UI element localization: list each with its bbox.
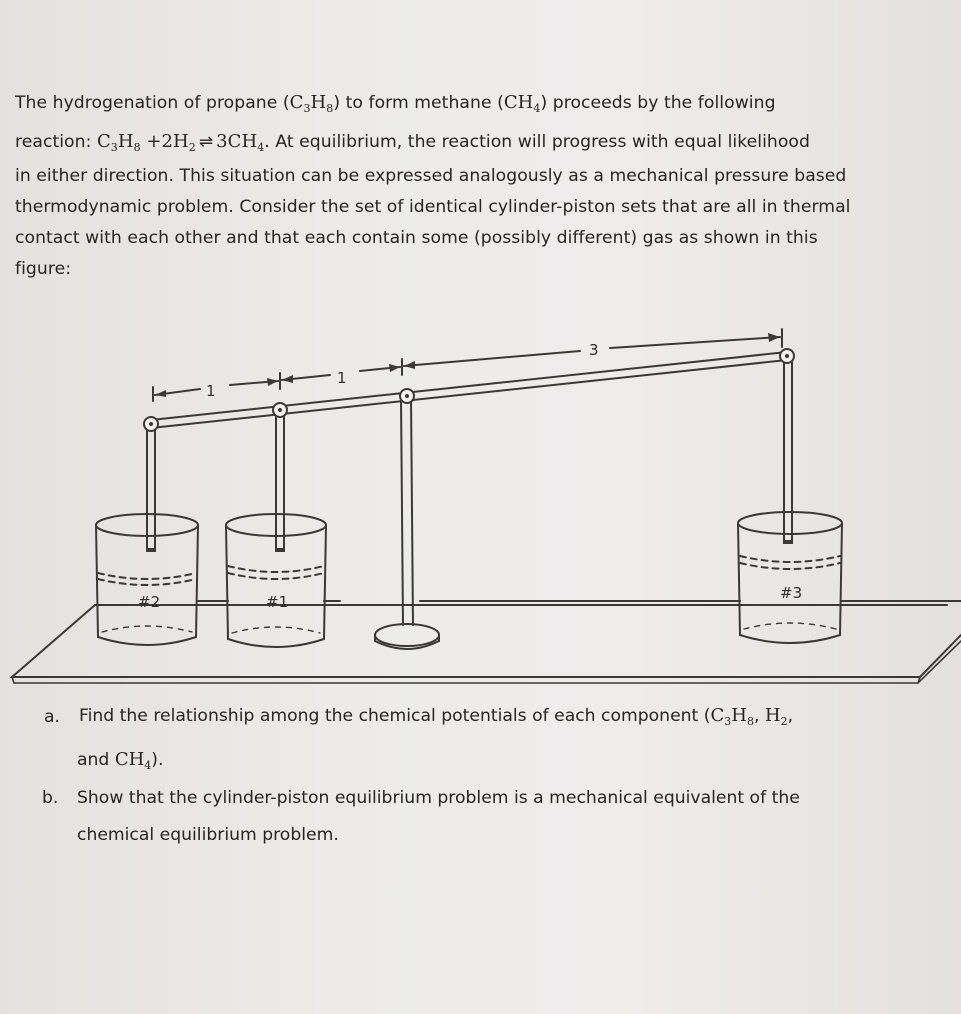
formula-methane: $CH_4$: [114, 749, 152, 772]
text-segment: ,: [753, 706, 765, 726]
text-segment: The hydrogenation of propane (: [15, 93, 290, 113]
cylinder-piston-figure: [0, 305, 961, 690]
formula-propane: $C_3H_8$: [289, 92, 334, 115]
text-segment: ) to form methane (: [333, 93, 504, 113]
dimension-label-3: 3: [589, 341, 599, 359]
statement-line-4: thermodynamic problem. Consider the set of identical cylinder-piston sets that are all in thermal: [15, 197, 851, 217]
cylinder-3-label: #3: [780, 584, 803, 602]
formula-methane: $CH_4$: [503, 92, 541, 115]
question-a-line-2: [77, 749, 163, 770]
cylinder-1-label: #1: [266, 593, 289, 611]
text-segment: Find the relationship among the chemical potentials of each component (: [79, 706, 711, 726]
formula-propane: $C_3H_8$: [710, 705, 754, 728]
dimension-label-1b: 1: [337, 369, 347, 387]
text-segment: and: [77, 750, 115, 770]
statement-line-3: in either direction. This situation can be expressed analogously as a mechanical pressure based: [15, 166, 847, 186]
text-segment: ).: [151, 750, 164, 770]
question-a-marker: a.: [44, 707, 60, 727]
reaction-equation: $C_3H_8 +2H_2$ ⇌ $3CH_4$: [96, 131, 265, 154]
question-a-line-1: [79, 705, 793, 726]
question-b-marker: b.: [42, 788, 59, 808]
text-segment: ,: [787, 706, 794, 726]
statement-line-2: [15, 131, 810, 152]
statement-line-5: contact with each other and that each contain some (possibly different) gas as shown in this: [15, 228, 818, 248]
text-segment: ) proceeds by the following: [540, 93, 776, 113]
question-b-line-1: Show that the cylinder-piston equilibrium problem is a mechanical equivalent of the: [77, 788, 800, 808]
statement-line-1: [15, 92, 776, 113]
dimension-label-1a: 1: [206, 382, 216, 400]
text-segment: . At equilibrium, the reaction will progress with equal likelihood: [264, 132, 810, 152]
figure-drawing: [0, 305, 961, 690]
text-segment: reaction:: [15, 132, 97, 152]
equilibrium-arrows-icon: ⇌: [198, 132, 214, 152]
cylinder-3: [738, 512, 842, 643]
lever-beam: [151, 352, 787, 420]
formula-hydrogen: $H_2$: [764, 705, 788, 728]
question-b-line-2: chemical equilibrium problem.: [77, 825, 339, 845]
cylinder-2-label: #2: [138, 593, 161, 611]
fulcrum-post: [375, 398, 439, 649]
statement-line-6: figure:: [15, 259, 72, 279]
